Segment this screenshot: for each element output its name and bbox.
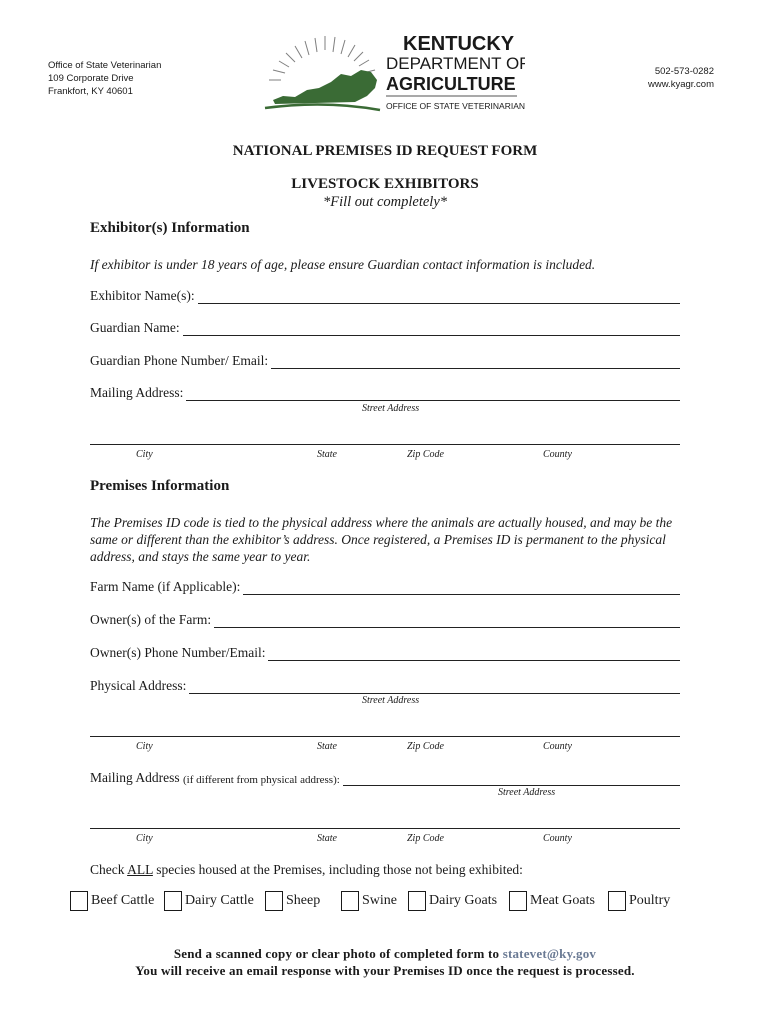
form-title: NATIONAL PREMISES ID REQUEST FORM [232,143,538,159]
species-prompt-all: ALL [127,862,153,877]
guardian-name-field[interactable] [90,320,680,336]
premises-mailing-city-line[interactable] [90,828,680,829]
logo-line2: DEPARTMENT OF [386,54,525,73]
zip-caption: Zip Code [407,741,444,752]
sheep-label: Sheep [286,893,321,908]
poultry-label: Poultry [629,893,671,908]
owner-phone-label: Owner(s) Phone Number/Email: [90,645,266,660]
physical-address-field[interactable] [90,678,680,694]
premises-mailing-field[interactable] [90,770,680,786]
logo-line3: AGRICULTURE [386,74,516,94]
swine-checkbox[interactable] [341,891,359,911]
poultry-checkbox[interactable] [608,891,626,911]
physical-address-label: Physical Address: [90,678,187,693]
premises-mailing-input[interactable] [343,773,680,786]
species-prompt-post: species housed at the Premises, including those not being exhibited: [152,862,523,877]
exhibitor-heading: Exhibitor(s) Information [90,220,250,236]
logo-line4: OFFICE OF STATE VETERINARIAN [386,101,525,111]
dairy-goats-checkbox[interactable] [408,891,426,911]
meat-goats-checkbox[interactable] [509,891,527,911]
zip-caption: Zip Code [407,449,444,460]
logo-line1: KENTUCKY [403,33,515,55]
farm-name-field[interactable] [90,579,680,595]
owner-phone-input[interactable] [268,648,680,661]
contact-info [648,65,714,91]
species-checkboxes [0,889,770,915]
footer-send-text: Send a scanned copy or clear photo of completed form to [173,946,503,961]
beef-cattle-checkbox[interactable] [70,891,88,911]
street-caption: Street Address [362,403,420,414]
office-address-line: Frankfort, KY 40601 [48,86,133,97]
zip-caption: Zip Code [407,833,444,844]
form-subtitle: LIVESTOCK EXHIBITORS [291,176,479,192]
dairy-cattle-label: Dairy Cattle [185,893,254,908]
state-caption: State [317,741,337,752]
exhibitor-name-label: Exhibitor Name(s): [90,288,195,303]
premises-note: The Premises ID code is tied to the physical address where the animals are actually housed, and may be the same or different than the exhibitor’s address. Once registered, a Premises ID is permanent to the physical address, and stays the same year to year. [90,515,673,564]
county-caption: County [543,833,572,844]
city-caption: City [136,741,153,752]
swine-label: Swine [362,893,397,908]
county-caption: County [543,741,572,752]
guardian-name-label: Guardian Name: [90,320,180,335]
guardian-phone-field[interactable] [90,353,680,369]
exhibitor-mailing-input[interactable] [186,388,680,401]
meat-goats-label: Meat Goats [530,893,595,908]
exhibitor-name-input[interactable] [198,291,680,304]
physical-address-input[interactable] [189,681,680,694]
farm-owner-field[interactable] [90,612,680,628]
sheep-checkbox[interactable] [265,891,283,911]
species-prompt-pre: Check [90,862,128,877]
farm-name-input[interactable] [243,582,680,595]
exhibitor-mailing-field[interactable] [90,385,680,401]
state-caption: State [317,449,337,460]
footer-send-line [0,946,770,962]
website-link[interactable]: www.kyagr.com [648,79,714,90]
kda-logo [255,30,525,116]
street-caption: Street Address [498,787,556,798]
guardian-phone-label: Guardian Phone Number/ Email: [90,353,269,368]
dairy-goats-label: Dairy Goats [429,893,498,908]
city-caption: City [136,449,153,460]
farm-owner-input[interactable] [214,615,680,628]
exhibitor-city-line[interactable] [90,444,680,445]
street-caption: Street Address [362,695,420,706]
guardian-name-input[interactable] [183,323,680,336]
dairy-cattle-checkbox[interactable] [164,891,182,911]
statevet-email-link[interactable]: statevet@ky.gov [502,946,597,961]
premises-city-line[interactable] [90,736,680,737]
guardian-phone-input[interactable] [271,356,680,369]
phone-number: 502-573-0282 [654,66,714,77]
exhibitor-name-field[interactable] [90,288,680,304]
office-address-line: Office of State Veterinarian [48,60,162,71]
exhibitor-mailing-label: Mailing Address: [90,385,184,400]
owner-phone-field[interactable] [90,645,680,661]
footer-response-line: You will receive an email response with your Premises ID once the request is processed. [135,963,635,978]
species-prompt [90,862,523,878]
office-address-line: 109 Corporate Drive [48,73,134,84]
form-instruction: *Fill out completely* [322,194,448,210]
premises-mailing-label: Mailing Address [90,770,180,785]
county-caption: County [543,449,572,460]
premises-heading: Premises Information [90,478,230,494]
city-caption: City [136,833,153,844]
exhibitor-note: If exhibitor is under 18 years of age, please ensure Guardian contact information is included. [90,257,596,272]
premises-mailing-sub: (if different from physical address): [183,774,340,786]
kentucky-state-icon [255,30,525,116]
farm-name-label: Farm Name (if Applicable): [90,579,241,594]
state-caption: State [317,833,337,844]
office-address [48,59,161,98]
beef-cattle-label: Beef Cattle [91,893,155,908]
farm-owner-label: Owner(s) of the Farm: [90,612,212,627]
